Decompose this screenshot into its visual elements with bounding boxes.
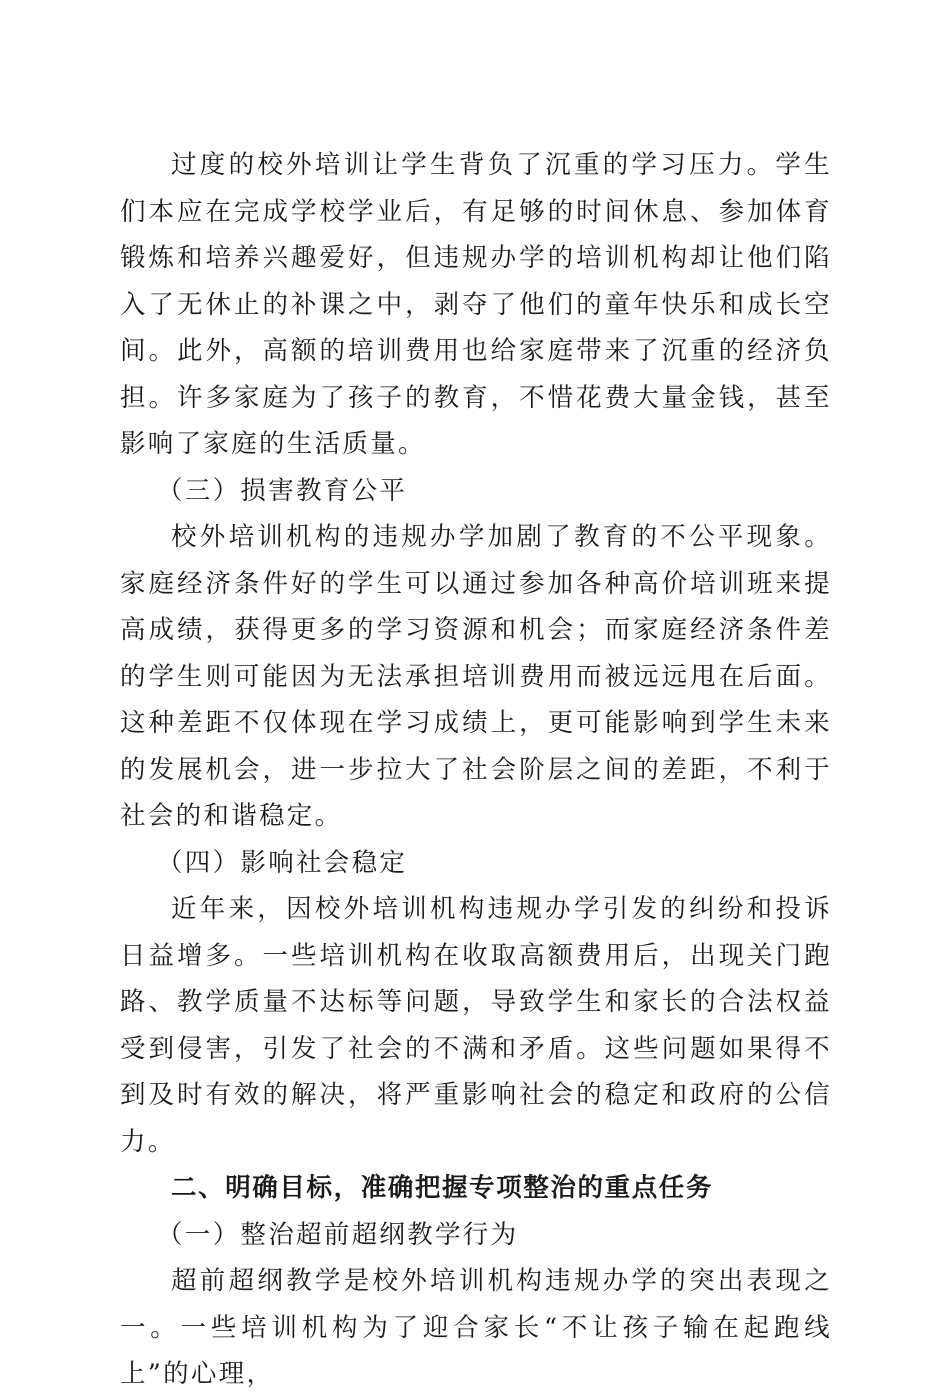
subheading-advanced-teaching: （一）整治超前超纲教学行为 <box>157 1219 519 1250</box>
document-body <box>120 142 832 1398</box>
subheading-education-fairness: （三）损害教育公平 <box>157 475 408 506</box>
paragraph-social-stability: 近年来，因校外培训机构违规办学引发的纠纷和投诉日益增多。一些培训机构在收取高额费用后，出现关门跑路、教学质量不达标等问题，导致学生和家长的合法权益受到侵害，引发了社会的不满和矛盾。这些问题如果得不到及时有效的解决，将严重影响社会的稳定和政府的公信力。 <box>120 894 832 1157</box>
section-heading-key-tasks: 二、明确目标，准确把握专项整治的重点任务 <box>171 1173 714 1203</box>
paragraph-advanced-teaching: 超前超纲教学是校外培训机构违规办学的突出表现之一。一些培训机构为了迎合家长“不让孩子输在起跑线上”的心理， <box>120 1266 832 1389</box>
subheading-social-stability: （四）影响社会稳定 <box>157 847 408 878</box>
paragraph-education-fairness: 校外培训机构的违规办学加剧了教育的不公平现象。家庭经济条件好的学生可以通过参加各种高价培训班来提高成绩，获得更多的学习资源和机会；而家庭经济条件差的学生则可能因为无法承担培训费用而被远远甩在后面。这种差距不仅体现在学习成绩上，更可能影响到学生未来的发展机会，进一步拉大了社会阶层之间的差距，不利于社会的和谐稳定。 <box>120 522 832 831</box>
paragraph-pressure-burden: 过度的校外培训让学生背负了沉重的学习压力。学生们本应在完成学校学业后，有足够的时间休息、参加体育锻炼和培养兴趣爱好，但违规办学的培训机构却让他们陷入了无休止的补课之中，剥夺了他们的童年快乐和成长空间。此外，高额的培训费用也给家庭带来了沉重的经济负担。许多家庭为了孩子的教育，不惜花费大量金钱，甚至影响了家庭的生活质量。 <box>120 150 832 459</box>
